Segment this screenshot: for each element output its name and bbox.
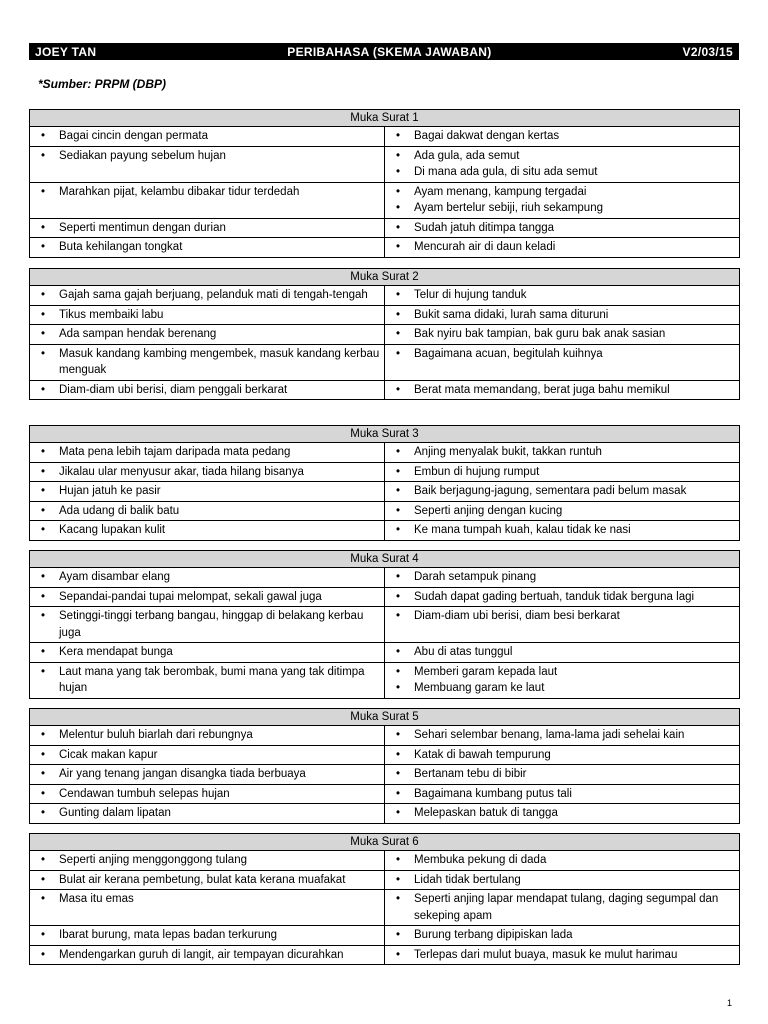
- list-item-text: Embun di hujung rumput: [414, 465, 540, 478]
- list-item-text: Bagaimana kumbang putus tali: [414, 787, 572, 800]
- left-cell: [30, 870, 385, 890]
- list-item-text: Tikus membaiki labu: [59, 308, 164, 321]
- list-item-text: Seperti anjing dengan kucing: [414, 504, 563, 517]
- document-title: PERIBAHASA (SKEMA JAWABAN): [287, 44, 492, 59]
- bullet-icon: •: [395, 948, 401, 961]
- right-cell: [385, 238, 740, 258]
- list-item-text: Membuka pekung di dada: [414, 854, 547, 866]
- list-item-text: Ada gula, ada semut: [414, 149, 520, 162]
- list-item-text: Cicak makan kapur: [59, 748, 158, 761]
- bullet-icon: •: [40, 130, 46, 142]
- table-row: [30, 344, 740, 380]
- document-version: V2/03/15: [682, 44, 733, 59]
- list-item-text: Berat mata memandang, berat juga bahu memikul: [414, 383, 670, 396]
- list-item-text: Jikalau ular menyusur akar, tiada hilang bisanya: [59, 465, 304, 478]
- bullet-icon: •: [40, 328, 46, 340]
- bullet-icon: •: [395, 289, 401, 301]
- list-item-text: Bulat air kerana pembetung, bulat kata kerana muafakat: [59, 873, 346, 886]
- table-row: [30, 218, 740, 238]
- section-title: Muka Surat 1: [30, 110, 740, 127]
- table-row: [30, 784, 740, 804]
- list-item: [30, 805, 384, 822]
- bullet-icon: •: [395, 590, 401, 603]
- list-item: [30, 128, 384, 145]
- table-row: [30, 890, 740, 926]
- list-item-text: Gajah sama gajah berjuang, pelanduk mati di tengah-tengah: [59, 289, 368, 301]
- bullet-icon: •: [40, 504, 46, 517]
- bullet-icon: •: [40, 729, 46, 741]
- list-item: [385, 727, 739, 744]
- list-item-text: Bertanam tebu di bibir: [414, 768, 527, 780]
- right-cell: [385, 521, 740, 541]
- bullet-icon: •: [40, 571, 46, 583]
- list-item: [385, 128, 739, 145]
- bullet-icon: •: [395, 665, 401, 678]
- bullet-icon: •: [395, 682, 401, 694]
- bullet-icon: •: [40, 854, 46, 866]
- left-cell: [30, 218, 385, 238]
- bullet-icon: •: [395, 166, 401, 178]
- bullet-icon: •: [40, 383, 46, 396]
- list-item: [30, 786, 384, 803]
- right-cell: [385, 568, 740, 588]
- bullet-icon: •: [395, 807, 401, 819]
- bullet-icon: •: [40, 289, 46, 301]
- list-item: [385, 220, 739, 237]
- left-cell: [30, 765, 385, 785]
- table-row: [30, 443, 740, 463]
- list-item: [30, 891, 384, 908]
- right-cell: [385, 380, 740, 400]
- list-item-text: Cendawan tumbuh selepas hujan: [59, 787, 230, 800]
- table-row: [30, 870, 740, 890]
- list-item-text: Diam-diam ubi berisi, diam penggali berkarat: [59, 383, 288, 396]
- table-row: [30, 945, 740, 965]
- bullet-icon: •: [40, 929, 46, 941]
- list-item: [385, 891, 739, 924]
- source-note: *Sumber: PRPM (DBP): [38, 77, 167, 91]
- list-item: [385, 805, 739, 822]
- bullet-icon: •: [395, 446, 401, 458]
- right-cell: [385, 305, 740, 325]
- list-item-text: Terlepas dari mulut buaya, masuk ke mulut harimau: [414, 948, 678, 961]
- list-item-text: Membuang garam ke laut: [414, 682, 545, 694]
- list-item-text: Ayam menang, kampung tergadai: [414, 185, 587, 198]
- table-row: [30, 587, 740, 607]
- list-item: [385, 164, 739, 181]
- bullet-icon: •: [40, 873, 46, 886]
- list-item: [385, 287, 739, 304]
- list-item: [385, 382, 739, 399]
- table-row: [30, 726, 740, 746]
- section-table: [29, 708, 740, 824]
- right-cell: [385, 607, 740, 643]
- right-cell: [385, 851, 740, 871]
- bullet-icon: •: [40, 524, 46, 536]
- list-item-text: Kera mendapat bunga: [59, 646, 173, 658]
- right-cell: [385, 501, 740, 521]
- list-item-text: Sediakan payung sebelum hujan: [59, 149, 226, 162]
- right-cell: [385, 745, 740, 765]
- left-cell: [30, 587, 385, 607]
- left-cell: [30, 380, 385, 400]
- list-item-text: Laut mana yang tak berombak, bumi mana yang tak ditimpa hujan: [59, 665, 365, 694]
- list-item: [30, 747, 384, 764]
- list-item-text: Bagai dakwat dengan kertas: [414, 130, 560, 142]
- left-cell: [30, 851, 385, 871]
- list-item-text: Ayam bertelur sebiji, riuh sekampung: [414, 202, 603, 214]
- right-cell: [385, 325, 740, 345]
- list-item: [30, 947, 384, 964]
- list-item-text: Mencurah air di daun keladi: [414, 241, 556, 253]
- section-title: Muka Surat 4: [30, 551, 740, 568]
- table-row: [30, 765, 740, 785]
- left-cell: [30, 784, 385, 804]
- list-item-text: Seperti anjing menggonggong tulang: [59, 854, 247, 866]
- list-item-text: Mendengarkan guruh di langit, air tempayan dicurahkan: [59, 948, 344, 961]
- left-cell: [30, 182, 385, 218]
- left-cell: [30, 745, 385, 765]
- list-item-text: Anjing menyalak bukit, takkan runtuh: [414, 446, 602, 458]
- list-item: [385, 148, 739, 165]
- list-item-text: Mata pena lebih tajam daripada mata pedang: [59, 446, 291, 458]
- right-cell: [385, 127, 740, 147]
- list-item-text: Melentur buluh biarlah dari rebungnya: [59, 729, 253, 741]
- list-item: [30, 522, 384, 539]
- list-item-text: Bagaimana acuan, begitulah kuihnya: [414, 347, 603, 360]
- bullet-icon: •: [395, 748, 401, 761]
- table-row: [30, 146, 740, 182]
- list-item: [385, 522, 739, 539]
- table-row: [30, 286, 740, 306]
- left-cell: [30, 462, 385, 482]
- list-item-text: Ibarat burung, mata lepas badan terkurung: [59, 929, 278, 941]
- right-cell: [385, 443, 740, 463]
- page-number: 1: [726, 998, 732, 1008]
- list-item-text: Bukit sama didaki, lurah sama dituruni: [414, 308, 609, 321]
- right-cell: [385, 926, 740, 946]
- list-item: [385, 872, 739, 889]
- bullet-icon: •: [40, 748, 46, 761]
- list-item-text: Di mana ada gula, di situ ada semut: [414, 166, 598, 178]
- left-cell: [30, 482, 385, 502]
- bullet-icon: •: [395, 241, 401, 253]
- left-cell: [30, 662, 385, 698]
- table-row: [30, 607, 740, 643]
- list-item-text: Bak nyiru bak tampian, bak guru bak anak sasian: [414, 328, 666, 340]
- list-item: [385, 346, 739, 363]
- left-cell: [30, 325, 385, 345]
- bullet-icon: •: [395, 308, 401, 321]
- bullet-icon: •: [40, 185, 46, 198]
- list-item: [30, 644, 384, 661]
- left-cell: [30, 568, 385, 588]
- left-cell: [30, 127, 385, 147]
- list-item-text: Setinggi-tinggi terbang bangau, hinggap di belakang kerbau juga: [59, 610, 364, 639]
- left-cell: [30, 804, 385, 824]
- list-item: [30, 872, 384, 889]
- list-item: [30, 927, 384, 944]
- section-title: Muka Surat 3: [30, 426, 740, 443]
- list-item: [385, 239, 739, 256]
- bullet-icon: •: [395, 610, 401, 622]
- left-cell: [30, 607, 385, 643]
- list-item: [385, 464, 739, 481]
- list-item: [30, 184, 384, 201]
- left-cell: [30, 146, 385, 182]
- author-name: JOEY TAN: [35, 44, 97, 59]
- table-row: [30, 238, 740, 258]
- bullet-icon: •: [395, 893, 401, 905]
- table-row: [30, 325, 740, 345]
- left-cell: [30, 926, 385, 946]
- list-item: [30, 148, 384, 165]
- list-item: [30, 589, 384, 606]
- table-row: [30, 851, 740, 871]
- list-item-text: Ada udang di balik batu: [59, 504, 180, 517]
- list-item: [385, 326, 739, 343]
- bullet-icon: •: [40, 485, 46, 497]
- bullet-icon: •: [40, 807, 46, 819]
- list-item-text: Air yang tenang jangan disangka tiada berbuaya: [59, 768, 306, 780]
- section-table: [29, 550, 740, 699]
- bullet-icon: •: [395, 221, 401, 234]
- bullet-icon: •: [40, 149, 46, 162]
- right-cell: [385, 784, 740, 804]
- bullet-icon: •: [40, 768, 46, 780]
- table-row: [30, 643, 740, 663]
- bullet-icon: •: [395, 646, 401, 658]
- list-item: [30, 608, 384, 641]
- bullet-icon: •: [395, 729, 401, 741]
- list-item: [385, 766, 739, 783]
- table-row: [30, 568, 740, 588]
- bullet-icon: •: [395, 873, 401, 886]
- left-cell: [30, 521, 385, 541]
- section-table: [29, 268, 740, 400]
- list-item: [385, 927, 739, 944]
- list-item: [385, 589, 739, 606]
- list-item: [385, 947, 739, 964]
- bullet-icon: •: [40, 665, 46, 678]
- left-cell: [30, 890, 385, 926]
- list-item: [30, 483, 384, 500]
- list-item-text: Gunting dalam lipatan: [59, 807, 171, 819]
- left-cell: [30, 726, 385, 746]
- list-item: [385, 307, 739, 324]
- list-item-text: Baik berjagung-jagung, sementara padi belum masak: [414, 485, 687, 497]
- bullet-icon: •: [40, 241, 46, 253]
- list-item: [30, 464, 384, 481]
- list-item-text: Ada sampan hendak berenang: [59, 328, 217, 340]
- bullet-icon: •: [395, 465, 401, 478]
- list-item-text: Hujan jatuh ke pasir: [59, 485, 161, 497]
- right-cell: [385, 344, 740, 380]
- right-cell: [385, 286, 740, 306]
- list-item-text: Darah setampuk pinang: [414, 571, 537, 583]
- bullet-icon: •: [40, 347, 46, 360]
- left-cell: [30, 238, 385, 258]
- bullet-icon: •: [40, 446, 46, 458]
- bullet-icon: •: [40, 893, 46, 905]
- right-cell: [385, 804, 740, 824]
- list-item-text: Marahkan pijat, kelambu dibakar tidur terdedah: [59, 185, 300, 198]
- list-item: [385, 608, 739, 625]
- table-row: [30, 482, 740, 502]
- section-title: Muka Surat 5: [30, 709, 740, 726]
- list-item-text: Bagai cincin dengan permata: [59, 130, 208, 142]
- bullet-icon: •: [395, 485, 401, 497]
- bullet-icon: •: [395, 524, 401, 536]
- bullet-icon: •: [395, 202, 401, 214]
- right-cell: [385, 662, 740, 698]
- table-row: [30, 462, 740, 482]
- left-cell: [30, 945, 385, 965]
- left-cell: [30, 305, 385, 325]
- section-title: Muka Surat 6: [30, 834, 740, 851]
- list-item: [385, 680, 739, 697]
- list-item-text: Burung terbang dipipiskan lada: [414, 929, 573, 941]
- list-item-text: Abu di atas tunggul: [414, 646, 513, 658]
- section-title: Muka Surat 2: [30, 269, 740, 286]
- left-cell: [30, 344, 385, 380]
- list-item-text: Ke mana tumpah kuah, kalau tidak ke nasi: [414, 524, 631, 536]
- document-header-bar: [29, 43, 739, 60]
- right-cell: [385, 182, 740, 218]
- list-item-text: Melepaskan batuk di tangga: [414, 807, 558, 819]
- left-cell: [30, 286, 385, 306]
- list-item: [30, 766, 384, 783]
- list-item-text: Katak di bawah tempurung: [414, 748, 551, 761]
- bullet-icon: •: [40, 610, 46, 622]
- bullet-icon: •: [395, 149, 401, 162]
- bullet-icon: •: [40, 646, 46, 658]
- right-cell: [385, 587, 740, 607]
- table-row: [30, 380, 740, 400]
- list-item: [30, 239, 384, 256]
- list-item: [30, 287, 384, 304]
- list-item: [30, 382, 384, 399]
- list-item-text: Sehari selembar benang, lama-lama jadi sehelai kain: [414, 729, 685, 741]
- list-item: [385, 184, 739, 201]
- list-item: [385, 503, 739, 520]
- table-row: [30, 305, 740, 325]
- table-row: [30, 662, 740, 698]
- list-item-text: Sudah jatuh ditimpa tangga: [414, 221, 555, 234]
- bullet-icon: •: [395, 768, 401, 780]
- right-cell: [385, 218, 740, 238]
- list-item: [385, 444, 739, 461]
- bullet-icon: •: [395, 328, 401, 340]
- list-item-text: Seperti anjing lapar mendapat tulang, daging segumpal dan sekeping apam: [414, 893, 719, 922]
- right-cell: [385, 890, 740, 926]
- right-cell: [385, 870, 740, 890]
- bullet-icon: •: [40, 308, 46, 321]
- bullet-icon: •: [395, 571, 401, 583]
- list-item-text: Masuk kandang kambing mengembek, masuk kandang kerbau menguak: [59, 347, 380, 376]
- bullet-icon: •: [395, 854, 401, 866]
- list-item: [385, 644, 739, 661]
- list-item: [30, 326, 384, 343]
- right-cell: [385, 726, 740, 746]
- list-item: [30, 307, 384, 324]
- list-item-text: Masa itu emas: [59, 893, 134, 905]
- right-cell: [385, 462, 740, 482]
- right-cell: [385, 146, 740, 182]
- list-item: [30, 503, 384, 520]
- bullet-icon: •: [395, 929, 401, 941]
- list-item: [385, 483, 739, 500]
- bullet-icon: •: [395, 130, 401, 142]
- section-table: [29, 425, 740, 541]
- list-item: [385, 200, 739, 217]
- list-item: [30, 852, 384, 869]
- table-row: [30, 127, 740, 147]
- bullet-icon: •: [40, 787, 46, 800]
- list-item: [30, 664, 384, 697]
- right-cell: [385, 643, 740, 663]
- list-item: [30, 444, 384, 461]
- right-cell: [385, 765, 740, 785]
- right-cell: [385, 482, 740, 502]
- list-item-text: Ayam disambar elang: [59, 571, 171, 583]
- list-item-text: Buta kehilangan tongkat: [59, 241, 183, 253]
- list-item-text: Sepandai-pandai tupai melompat, sekali gawal juga: [59, 590, 322, 603]
- right-cell: [385, 945, 740, 965]
- bullet-icon: •: [40, 221, 46, 234]
- bullet-icon: •: [395, 347, 401, 360]
- list-item: [30, 727, 384, 744]
- list-item-text: Sudah dapat gading bertuah, tanduk tidak berguna lagi: [414, 590, 695, 603]
- left-cell: [30, 443, 385, 463]
- list-item: [30, 346, 384, 379]
- table-row: [30, 745, 740, 765]
- table-row: [30, 521, 740, 541]
- table-row: [30, 804, 740, 824]
- list-item: [385, 664, 739, 681]
- list-item: [385, 747, 739, 764]
- list-item: [30, 220, 384, 237]
- list-item: [385, 569, 739, 586]
- section-table: [29, 833, 740, 965]
- list-item-text: Lidah tidak bertulang: [414, 873, 521, 886]
- list-item-text: Kacang lupakan kulit: [59, 524, 166, 536]
- table-row: [30, 926, 740, 946]
- list-item: [385, 852, 739, 869]
- bullet-icon: •: [395, 787, 401, 800]
- left-cell: [30, 501, 385, 521]
- list-item-text: Memberi garam kepada laut: [414, 665, 558, 678]
- bullet-icon: •: [395, 504, 401, 517]
- left-cell: [30, 643, 385, 663]
- table-row: [30, 501, 740, 521]
- bullet-icon: •: [40, 948, 46, 961]
- list-item-text: Seperti mentimun dengan durian: [59, 221, 226, 234]
- list-item: [385, 786, 739, 803]
- section-table: [29, 109, 740, 258]
- bullet-icon: •: [395, 383, 401, 396]
- list-item: [30, 569, 384, 586]
- bullet-icon: •: [395, 185, 401, 198]
- table-row: [30, 182, 740, 218]
- list-item-text: Telur di hujung tanduk: [414, 289, 527, 301]
- bullet-icon: •: [40, 590, 46, 603]
- list-item-text: Diam-diam ubi berisi, diam besi berkarat: [414, 610, 620, 622]
- bullet-icon: •: [40, 465, 46, 478]
